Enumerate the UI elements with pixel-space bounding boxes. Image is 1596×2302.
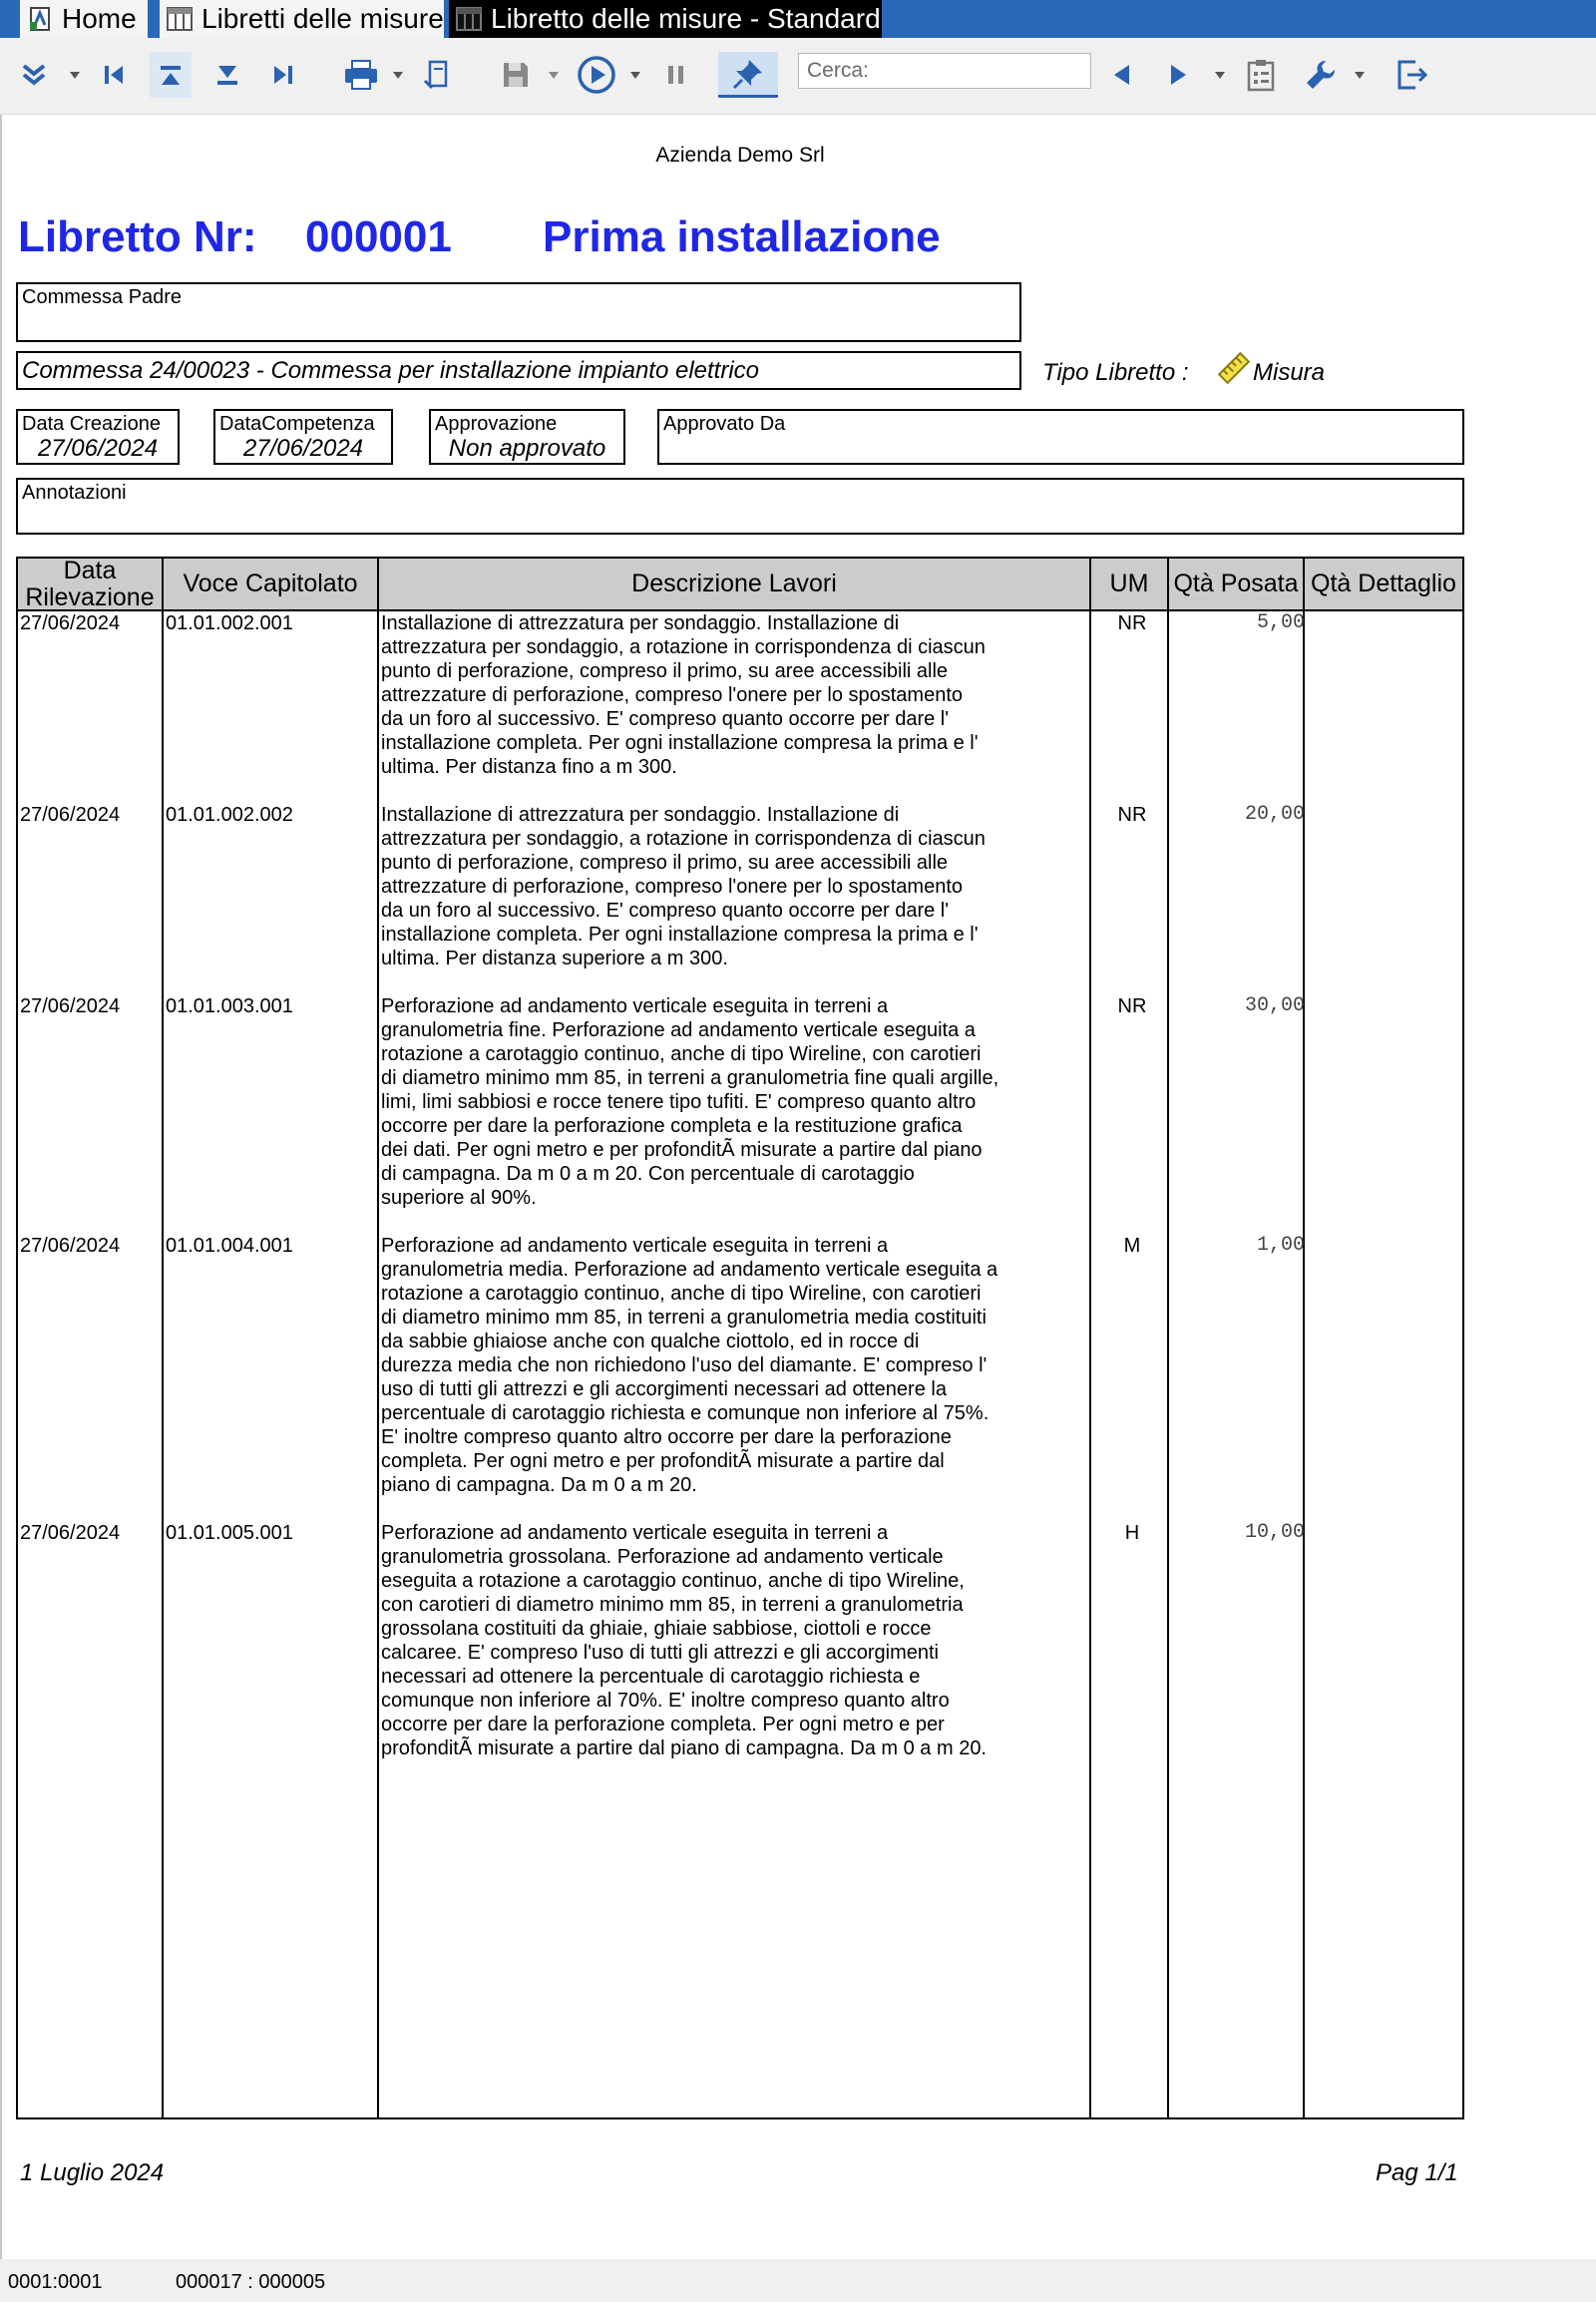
exit-icon[interactable]	[1391, 52, 1434, 98]
column-header: Qtà Dettaglio	[1311, 570, 1456, 597]
libretto-number: 000001	[305, 212, 452, 261]
move-top-icon[interactable]	[150, 52, 192, 98]
tab-label: Libretti delle misure	[201, 3, 444, 34]
tab-home[interactable]	[20, 0, 148, 38]
cell-voce: 01.01.004.001	[166, 1235, 293, 1257]
search-input[interactable]	[798, 53, 1091, 89]
cell-description: Perforazione ad andamento verticale eseguita in terreni a granulometria grossolana. Perforazione ad andamento verticale eseguita a rotazione a carotaggio continuo, anche di tipo Wireline, con carotieri di diametro minimo mm 85, in terreni a granulometria grossolana costituiti da ghiaie, ghiaie sabbiose, ciottoli e rocce calcaree. E' compreso l'uso di tutti gli attrezzi e gli accorgimenti necessari ad ottenere la percentuale di carotaggio richiesta e comunque non inferiore al 70%. E' inoltre compreso quanto altro occorre per dare la perforazione completa. Per ogni metro e per profonditÃ misurate a partire dal piano di campagna. Da m 0 a m 20.	[381, 1522, 987, 1759]
clipboard-icon[interactable]	[1241, 52, 1281, 98]
cell-qta-posata: 1,00	[1256, 1234, 1305, 1257]
annotazioni-box	[16, 478, 1464, 535]
home-icon	[26, 5, 54, 33]
cell-date: 27/06/2024	[20, 612, 121, 634]
cell-date: 27/06/2024	[20, 804, 121, 826]
status-bar	[0, 2259, 1596, 2302]
libretto-title-label: Libretto Nr:	[18, 212, 257, 261]
cell-description: Installazione di attrezzatura per sondaggio. Installazione di attrezzatura per sondaggio, a rotazione in corrispondenza di ciascun punto di perforazione, compreso il primo, su aree accessibili alle attrezzature di perforazione, compreso l'onere per lo spostamento da un foro al successivo. E' compreso quanto occorre per dare l' installazione completa. Per ogni installazione compresa la prima e l' ultima. Per distanza superiore a m 300.	[381, 804, 986, 969]
cell-um: M	[1123, 1235, 1141, 1257]
column-divider	[1303, 559, 1305, 2117]
approvazione-value: Non approvato	[448, 435, 606, 462]
save-icon[interactable]	[495, 52, 537, 98]
wrench-icon[interactable]	[1299, 52, 1343, 98]
commessa-padre-box	[16, 282, 1021, 342]
data-creazione-value: 27/06/2024	[37, 435, 159, 462]
cell-qta-posata: 20,00	[1244, 803, 1305, 826]
previous-icon[interactable]	[1103, 52, 1139, 98]
status-record-position: 0001:0001	[8, 2271, 103, 2293]
cell-description: Perforazione ad andamento verticale eseguita in terreni a granulometria fine. Perforazione ad andamento verticale eseguita a rotazione a carotaggio continuo, anche di tipo Wireline, con carotieri di diametro minimo mm 85, in terreni a granulometria fine quali argille, limi, limi sabbiosi e rocce tenere tipo tufiti. E' compreso quanto altro occorre per dare la perforazione completa e la restituzione grafica dei dati. Per ogni metro e per profonditÃ misurate a partire dal piano di campagna. Da m 0 a m 20. Con percentuale di carotaggio superiore al 90%.	[381, 995, 999, 1209]
data-competenza-value: 27/06/2024	[242, 435, 364, 462]
move-bottom-icon[interactable]	[207, 52, 247, 98]
commessa-padre-label: Commessa Padre	[22, 286, 183, 308]
column-header: Descrizione Lavori	[631, 570, 837, 597]
column-header: Qtà Posata	[1173, 570, 1299, 597]
first-record-icon[interactable]	[94, 52, 134, 98]
tipo-libretto-value: Misura	[1253, 359, 1326, 386]
column-header: Voce Capitolato	[183, 570, 358, 597]
column-header: UM	[1109, 570, 1149, 597]
chevron-down-icon[interactable]	[630, 72, 640, 80]
cell-um: NR	[1117, 804, 1147, 826]
cell-qta-posata: 30,00	[1244, 994, 1305, 1017]
status-record-count: 000017 : 000005	[176, 2271, 326, 2293]
approvazione-label: Approvazione	[435, 413, 558, 435]
column-divider	[1089, 559, 1091, 2117]
cell-um: H	[1124, 1522, 1140, 1544]
export-document-icon[interactable]	[417, 52, 457, 98]
cell-description: Perforazione ad andamento verticale eseguita in terreni a granulometria media. Perforazione ad andamento verticale eseguita a rotazione a carotaggio continuo, anche di tipo Wireline, con carotieri di diametro minimo mm 85, in terreni a granulometria media costituiti da sabbie ghiaiose anche con qualche ciottolo, ed in rocce di durezza media che non richiedono l'uso del diamante. E' compreso l' uso di tutti gli attrezzi e gli accorgimenti necessari ad ottenere la percentuale di carotaggio richiesta e comunque non inferiore al 75%. E' inoltre compreso quanto altro occorre per dare la perforazione completa. Per ogni metro e per profonditÃ misurate a partire dal piano di campagna. Da m 0 a m 20.	[381, 1235, 998, 1496]
expand-double-chevron-icon[interactable]	[14, 52, 54, 98]
column-divider	[162, 559, 164, 2117]
commessa-value: Commessa 24/00023 - Commessa per installazione impianto elettrico	[22, 357, 760, 384]
pause-icon[interactable]	[656, 52, 696, 98]
chevron-down-icon[interactable]	[1355, 72, 1365, 80]
approvazione-box	[429, 409, 625, 465]
data-competenza-label: DataCompetenza	[219, 413, 375, 435]
footer-date: 1 Luglio 2024	[20, 2159, 165, 2186]
print-icon[interactable]	[339, 52, 383, 98]
tipo-libretto-label: Tipo Libretto :	[1042, 359, 1189, 386]
table-icon	[455, 5, 483, 33]
commessa-box	[16, 351, 1021, 390]
chevron-down-icon[interactable]	[1215, 72, 1225, 80]
footer-page-number: Pag 1/1	[1376, 2159, 1458, 2186]
annotazioni-label: Annotazioni	[22, 482, 127, 504]
column-header: Data Rilevazione	[25, 559, 155, 609]
tab-bar	[0, 0, 1596, 38]
data-competenza-box	[213, 409, 393, 465]
misure-table	[16, 557, 1464, 2119]
chevron-down-icon[interactable]	[393, 72, 403, 80]
cell-voce: 01.01.002.001	[166, 612, 293, 634]
next-icon[interactable]	[1161, 52, 1197, 98]
ruler-icon	[1217, 351, 1251, 385]
cell-date: 27/06/2024	[20, 995, 121, 1017]
cell-description: Installazione di attrezzatura per sondaggio. Installazione di attrezzatura per sondaggio, a rotazione in corrispondenza di ciascun punto di perforazione, compreso il primo, su aree accessibili alle attrezzature di perforazione, compreso l'onere per lo spostamento da un foro al successivo. E' compreso quanto occorre per dare l' installazione completa. Per ogni installazione compresa la prima e l' ultima. Per distanza fino a m 300.	[381, 612, 986, 778]
cell-voce: 01.01.005.001	[166, 1522, 293, 1544]
company-name: Azienda Demo Srl	[655, 144, 825, 167]
approvato-da-label: Approvato Da	[663, 413, 786, 435]
cell-um: NR	[1117, 612, 1147, 634]
cell-date: 27/06/2024	[20, 1522, 121, 1544]
cell-voce: 01.01.002.002	[166, 804, 293, 826]
tab-libretti-delle-misure[interactable]	[160, 0, 444, 38]
table-header	[18, 559, 1462, 611]
play-icon[interactable]	[575, 52, 618, 98]
tab-libretto-standard[interactable]	[449, 0, 882, 38]
tab-label: Libretto delle misure - Standard	[491, 3, 881, 34]
cell-um: NR	[1117, 995, 1147, 1017]
table-icon	[166, 5, 194, 33]
data-creazione-box	[16, 409, 180, 465]
pin-icon[interactable]	[718, 52, 778, 98]
chevron-down-icon[interactable]	[70, 72, 80, 80]
column-divider	[377, 559, 379, 2117]
cell-date: 27/06/2024	[20, 1235, 121, 1257]
cell-voce: 01.01.003.001	[166, 995, 293, 1017]
last-record-icon[interactable]	[263, 52, 303, 98]
column-divider	[1167, 559, 1169, 2117]
toolbar	[0, 38, 1596, 115]
tab-label: Home	[62, 3, 137, 34]
data-creazione-label: Data Creazione	[22, 413, 161, 435]
libretto-subtitle: Prima installazione	[543, 212, 941, 261]
cell-qta-posata: 10,00	[1244, 1521, 1305, 1544]
report-page	[0, 115, 1596, 2259]
cell-qta-posata: 5,00	[1256, 611, 1305, 634]
approvato-da-box	[657, 409, 1464, 465]
chevron-down-icon[interactable]	[549, 72, 559, 80]
